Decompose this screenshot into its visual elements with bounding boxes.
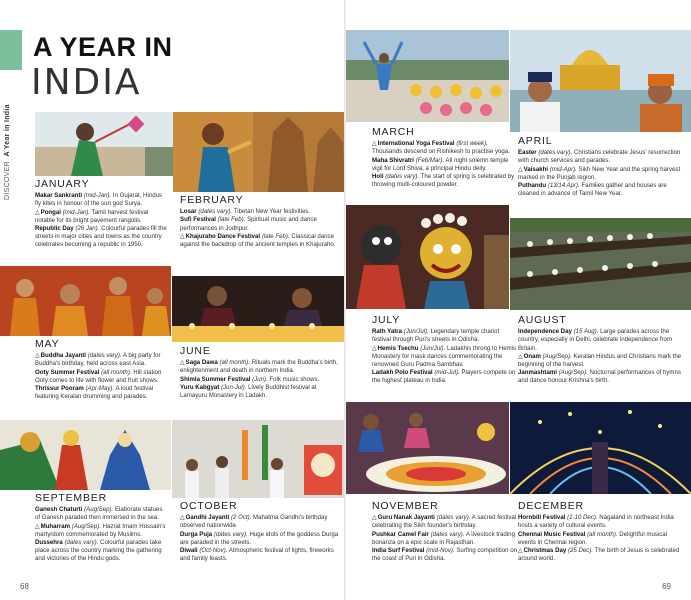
event-entry: Republic Day (26 Jan). Colourful parades fill the streets in major cities and towns as the country celebrates becoming a republic in 1950. xyxy=(35,225,167,249)
photo-september-parade xyxy=(0,420,171,490)
event-entry: Rath Yatra (Jun/Jul). Legendary temple chariot festival through Puri's streets in Odisha. xyxy=(372,328,500,344)
event-entry: Ooty Summer Festival (all month). Hill station Ooty comes to life with flower and fruit shows. xyxy=(35,368,162,384)
event-entry: Thrissur Pooram (Apr-May). A loud festival featuring Keralan drumming and parades. xyxy=(35,385,154,401)
event-entry: △Guru Nanak Jayanti (dates vary). A sacred festival celebrating the Sikh founder's birthday. xyxy=(372,514,517,530)
event-entry: △Khajuraho Dance Festival (late Feb). Classical dance against the backdrop of the ancient temples in Khajuraho. xyxy=(180,232,336,249)
photo-november-flowers xyxy=(346,402,509,494)
section-side-label xyxy=(4,100,16,200)
highlight-marker-icon: △ xyxy=(518,353,523,360)
highlight-marker-icon: △ xyxy=(180,515,185,522)
highlight-marker-icon: △ xyxy=(518,166,523,173)
month-january xyxy=(35,180,168,250)
highlight-marker-icon: △ xyxy=(372,345,377,352)
month-heading-october: OCTOBER xyxy=(180,500,238,512)
month-heading-december: DECEMBER xyxy=(518,500,584,512)
event-entry: Hornbill Festival (1-10 Dec). Nagaland in northeast India hosts a variety of cultural events. xyxy=(518,514,674,530)
month-july xyxy=(372,316,518,386)
highlight-marker-icon: △ xyxy=(35,523,40,530)
side-label-prefix: DISCOVER xyxy=(4,161,11,200)
event-entry: △Buddha Jayanti (dates vary). A big party for Buddha's birthday, held across east Asia. xyxy=(35,352,161,368)
month-february xyxy=(180,196,340,249)
event-entry: △Hemis Tsechu (Jun/Jul). Ladakhis throng to Hemis Monastery for mask dances commemorating the renowned Guru Padma Sambhav. xyxy=(372,344,517,369)
highlight-marker-icon: △ xyxy=(35,353,40,360)
month-heading-january: JANUARY xyxy=(35,178,90,190)
month-heading-july: JULY xyxy=(372,314,401,326)
page-number-right: 69 xyxy=(662,582,671,591)
photo-december-lights xyxy=(510,402,691,494)
event-entry: Ganesh Chaturti (Aug/Sep). Elaborate statues of Ganesh paraded then immersed in the sea. xyxy=(35,506,163,522)
event-entry: India Surf Festival (mid-Nov). Surfing competition on the coast of Puri in Odisha. xyxy=(372,547,517,563)
event-entry: Shimla Summer Festival (Jun). Folk music shows. xyxy=(180,375,320,383)
event-entry: △Gandhi Jayanti (2 Oct). Mahatma Gandhi's birthday observed nationwide. xyxy=(180,514,328,530)
event-entry: Sufi Festival (late Feb). Spiritual music and dance performances in Jodhpur. xyxy=(180,216,317,232)
left-page xyxy=(0,0,345,600)
month-heading-august: AUGUST xyxy=(518,314,567,326)
event-entry: Janmashtami (Aug/Sep). Nocturnal performances of hymns and dance honour Krishna's birth. xyxy=(518,369,681,385)
highlight-marker-icon: △ xyxy=(180,360,185,367)
photo-april-golden-temple xyxy=(510,30,691,132)
event-entry: Yuru Kabgyat (Jun-Jul). Lively Buddhist festival at Lamayuru Monastery in Ladakh. xyxy=(180,383,317,400)
month-june xyxy=(180,347,340,400)
event-entry: Puthandu (13/14 Apr). Families gather and houses are cleaned in advance of Tamil New Year. xyxy=(518,182,667,198)
event-entry: △Vaisakhi (mid-Apr). Sikh New Year and the spring harvest marked in the Punjab region. xyxy=(518,165,681,181)
event-entry: △Muharram (Aug/Sep). Hazrat Imam Hussain's martyrdom commemorated by Muslims. xyxy=(35,522,166,538)
page-number-left: 68 xyxy=(20,582,29,591)
event-entry: Maha Shivratri (Feb/Mar). All night solemn temple vigil for Lord Shiva, a principal Hindu deity. xyxy=(372,156,509,172)
month-august xyxy=(518,316,684,386)
month-heading-march: MARCH xyxy=(372,126,415,138)
event-entry: Makar Sankranti (mid-Jan). In Gujarat, Hindus fly kites in honour of the sun god Surya. xyxy=(35,192,163,208)
event-entry: Easter (dates vary). Christians celebrate Jesus' resurrection with church services and parades. xyxy=(518,149,681,165)
month-heading-june: JUNE xyxy=(180,345,211,357)
event-entry: Diwali (Oct-Nov). Atmospheric festival of lights, fireworks and family feasts. xyxy=(180,547,334,563)
page-title-line2: INDIA xyxy=(31,62,142,103)
event-entry: Ladakh Polo Festival (mid-Jul). Players compete on the highest plateau in India. xyxy=(372,369,516,385)
event-entry: △Saga Dawa (all month). Rituals mark the Buddha's birth, enlightenment and death in northern India. xyxy=(180,359,338,375)
month-heading-september: SEPTEMBER xyxy=(35,492,107,504)
event-entry: Pushkar Camel Fair (dates vary). A livestock trading bonanza on a epic scale in Rajasthan. xyxy=(372,530,515,546)
side-label-section: A Year in India xyxy=(4,104,11,157)
event-entry: Dussehra (dates vary). Colourful parades take place across the country marking the gathering and victories of the Hindu gods. xyxy=(35,539,162,563)
month-october xyxy=(180,502,340,563)
section-color-tab xyxy=(0,30,22,70)
event-entry: △Onam (Aug/Sep). Keralan Hindus and Christians mark the beginning of the harvest. xyxy=(518,352,682,369)
photo-june-candles xyxy=(172,276,345,342)
month-heading-may: MAY xyxy=(35,338,60,350)
photo-july-masks xyxy=(346,205,509,309)
month-november xyxy=(372,502,518,563)
event-entry: Holi (dates vary). The start of spring is celebrated by throwing multi-coloured powder. xyxy=(372,173,515,189)
photo-march-yoga xyxy=(346,30,509,122)
month-heading-february: FEBRUARY xyxy=(180,194,244,206)
photo-may-monks xyxy=(0,266,171,336)
event-entry: Independence Day (15 Aug). Large parades across the country, especially in Delhi, celebrate independence from Britain. xyxy=(518,328,673,352)
photo-january-kites xyxy=(35,112,173,176)
highlight-marker-icon: △ xyxy=(372,515,377,522)
event-entry: △Pongal (mid-Jan). Tamil harvest festival notable for its bright pavement rangolis. xyxy=(35,208,149,224)
photo-august-boat-race xyxy=(510,218,691,310)
highlight-marker-icon: △ xyxy=(372,141,377,148)
month-march xyxy=(372,128,518,189)
event-entry: △International Yoga Festival (first week). Thousands descend on Rishikesh to practise yoga. xyxy=(372,140,510,156)
photo-october-gandhi xyxy=(172,420,345,498)
highlight-marker-icon: △ xyxy=(180,233,185,240)
right-page xyxy=(346,0,691,600)
month-may xyxy=(35,340,171,401)
event-entry: △Christmas Day (25 Dec). The birth of Jesus is celebrated around world. xyxy=(518,547,680,563)
highlight-marker-icon: △ xyxy=(35,209,40,216)
month-heading-april: APRIL xyxy=(518,135,553,147)
month-heading-november: NOVEMBER xyxy=(372,500,439,512)
event-entry: Chennai Music Festival (all month). Delightful musical events in Chennai region. xyxy=(518,530,668,546)
month-april xyxy=(518,137,684,198)
event-entry: Durga Puja (dates vary). Huge idols of the goddess Durga are paraded in the streets. xyxy=(180,530,339,546)
highlight-marker-icon: △ xyxy=(518,548,523,555)
event-entry: Losar (dates vary). Tibetan New Year festivities. xyxy=(180,208,311,216)
month-september xyxy=(35,494,168,564)
photo-february-dancer xyxy=(173,112,345,192)
month-december xyxy=(518,502,684,563)
page-title-line1: A YEAR IN xyxy=(33,32,173,62)
